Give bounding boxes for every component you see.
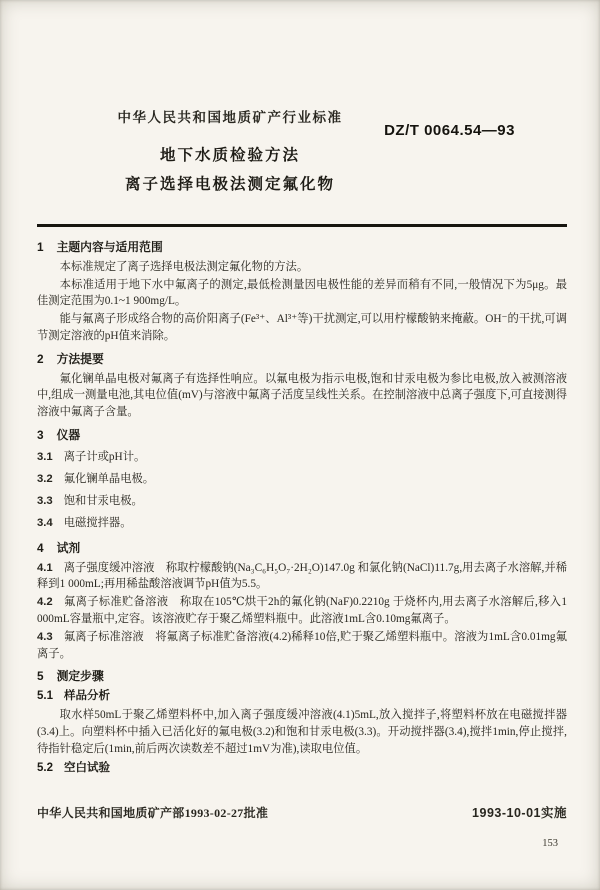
list-item [37,560,567,594]
section-heading [37,351,567,368]
item-number: 3.3 [37,494,53,507]
item-text: 饱和甘汞电极。 [63,494,143,507]
paragraph: 能与氟离子形成络合物的高价阳离子(Fe³⁺、Al³⁺等)干扰测定,可以用柠檬酸钠来掩蔽。OH⁻的干扰,可调节测定溶液的pH值来消除。 [37,313,567,342]
section-apparatus [37,427,567,534]
subsection-number: 5.1 [37,690,53,703]
list-item [37,594,567,628]
list-item [37,629,567,663]
section-number: 1 [37,240,44,254]
section-heading [37,668,567,685]
item-number: 4.2 [37,596,53,609]
section-title: 试剂 [56,540,81,555]
header-title-block [65,106,395,194]
paragraph: 取水样50mL于聚乙烯塑料杯中,加入离子强度缓冲溶液(4.1)5mL,放入搅拌子,将塑料杯放在电磁搅拌器(3.4)上。向塑料杯中插入已活化好的氟电极(3.2)和饱和甘汞电极(3.3)。开动搅拌器(3.4),搅拌1min,停止搅拌,待指针稳定后(1min,前后两次读数差不超过1mV为准),读取电位值。 [37,708,567,755]
implementation-date: 1993-10-01实施 [472,806,567,820]
subsection-number: 5.2 [37,762,53,775]
section-reagents [37,540,567,663]
approval-text: 中华人民共和国地质矿产部1993-02-27批准 [37,806,269,820]
section-method-summary [37,351,567,421]
section-title: 测定步骤 [56,669,104,684]
item-number: 4.3 [37,630,53,643]
section-number: 2 [37,351,44,366]
item-text: 离子计或pH计。 [63,450,146,463]
document-body [37,239,567,777]
item-text: 离子强度缓冲溶液 称取柠檬酸钠(Na₃C₆H₅O₇·2H₂O)147.0g 和氯化钠(NaCl)11.7g,用去离子水溶解,并稀释到1 000mL;再用稀盐酸溶液调节pH值为5.5。 [37,561,567,591]
doc-title-line2: 离子选择电极法测定氟化物 [124,176,335,193]
header-rule [37,224,567,227]
section-title: 主题内容与适用范围 [56,240,163,254]
subsection-title: 空白试验 [64,762,110,775]
subsection-heading [37,688,567,705]
page-number: 153 [542,838,558,849]
section-title: 仪器 [56,427,81,442]
list-item [37,491,567,512]
section-title: 方法提要 [56,351,104,366]
subsection-heading [37,760,567,777]
item-text: 氟化镧单晶电极。 [63,472,155,485]
section-heading [37,427,567,444]
list-item [37,469,567,490]
item-text: 氟离子标准溶液 将氟离子标准贮备溶液(4.2)稀释10倍,贮于聚乙烯塑料瓶中。溶液为1mL含0.01mg氟离子。 [37,630,567,660]
subsection-title: 样品分析 [64,690,110,703]
paragraph: 本标准规定了离子选择电极法测定氟化物的方法。 [59,260,309,273]
section-number: 5 [37,669,44,684]
document-header [37,0,567,194]
standard-type: 中华人民共和国地质矿产行业标准 [117,110,343,125]
list-item [37,513,567,534]
item-text: 电磁搅拌器。 [63,516,132,529]
standard-number: DZ/T 0064.54—93 [384,122,515,139]
section-heading [37,540,567,557]
section-number: 3 [37,427,44,442]
item-text: 氟离子标准贮备溶液 称取在105℃烘干2h的氟化钠(NaF)0.2210g 于烧杯内,用去离子水溶解后,移入1 000mL容量瓶中,定容。该溶液贮存于聚乙烯塑料瓶中。此溶液1mL含0.10mg氟离子。 [37,596,567,625]
item-number: 3.2 [37,472,53,485]
section-scope [37,239,567,345]
item-number: 3.1 [37,450,53,463]
document-footer [37,803,567,821]
doc-title-line1: 地下水质检验方法 [159,147,300,164]
paragraph: 氟化镧单晶电极对氟离子有选择性响应。以氟电极为指示电极,饱和甘汞电极为参比电极,放入被测溶液中,组成一测量电池,其电位值(mV)与溶液中氟离子活度呈线性关系。在控制溶液中总离子强度下,可直接测得溶液中氟离子含量。 [37,372,568,419]
item-number: 3.4 [37,516,53,529]
section-number: 4 [37,540,44,555]
section-procedure [37,668,567,777]
item-number: 4.1 [37,561,53,574]
list-item [37,447,567,468]
section-heading [37,239,567,256]
paragraph: 本标准适用于地下水中氟离子的测定,最低检测量因电极性能的差异而稍有不同,一般情况下为5μg。最佳测定范围为0.1~1 900mg/L。 [37,278,567,308]
